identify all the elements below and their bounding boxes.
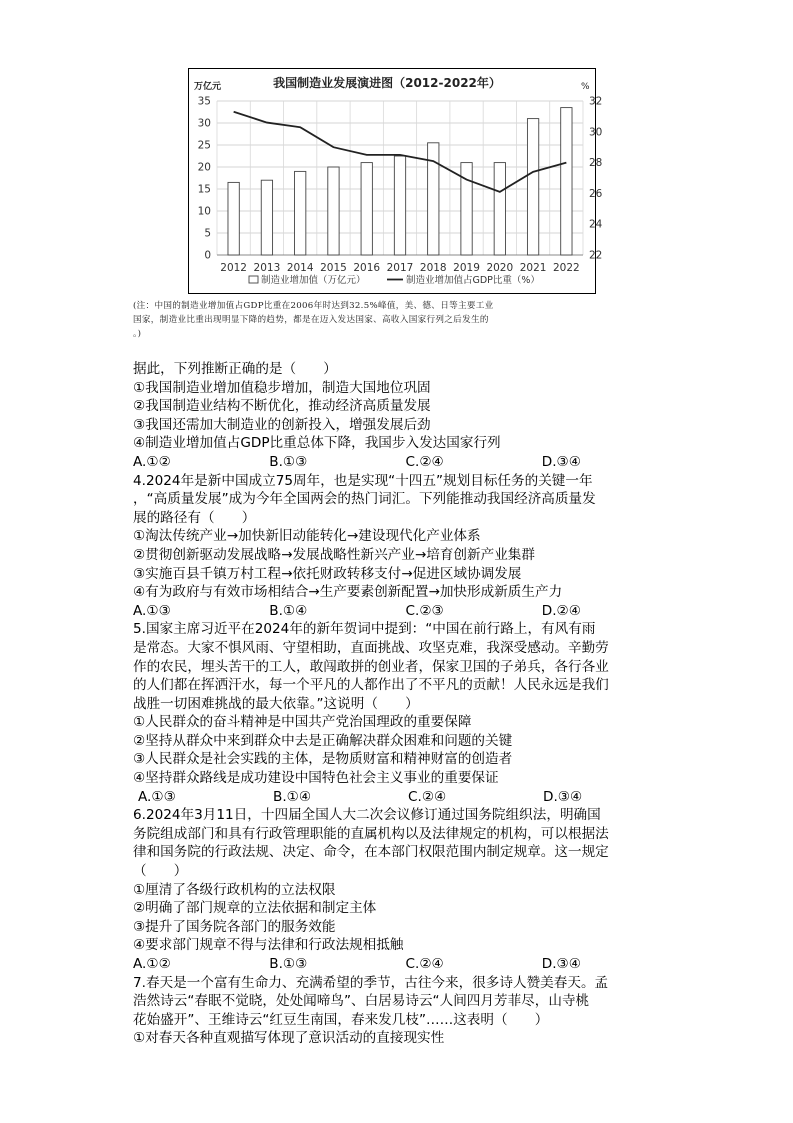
y-left-tick-label: 5 xyxy=(204,227,211,240)
answer-option[interactable]: B.①④ xyxy=(273,788,312,805)
question-line: ②我国制造业结构不断优化，推动经济高质量发展 xyxy=(133,398,431,415)
question-line: ④有为政府与有效市场相结合→生产要素创新配置→加快形成新质生产力 xyxy=(133,584,563,601)
question-block xyxy=(133,806,678,973)
answer-option[interactable]: B.①④ xyxy=(269,602,308,619)
answer-option[interactable]: A.①② xyxy=(133,956,171,972)
question-line: 浩然诗云“春眠不觉晓，处处闻啼鸟”、白居易诗云“人间四月芳菲尽，山寺桃 xyxy=(133,993,590,1010)
question-line: 战胜一切困难挑战的最大依靠。”这说明（ ） xyxy=(133,695,419,712)
question-block xyxy=(133,620,678,806)
question-line: （ ） xyxy=(133,863,188,880)
question-list xyxy=(133,360,678,1048)
question-line: 律和国务院的行政法规、决定、命令，在本部门权限范围内制定规章。这一规定 xyxy=(133,844,609,861)
question-line: ④制造业增加值占GDP比重总体下降，我国步入发达国家行列 xyxy=(133,435,501,452)
y-left-tick-label: 30 xyxy=(197,117,211,130)
question-block xyxy=(133,974,678,1048)
answer-options xyxy=(133,955,678,974)
y-right-unit: % xyxy=(581,82,590,92)
x-tick-label: 2016 xyxy=(353,262,381,274)
y-right-tick-label: 28 xyxy=(589,157,603,170)
y-right-tick-label: 30 xyxy=(589,126,603,139)
x-tick-label: 2017 xyxy=(386,262,414,274)
y-left-tick-label: 20 xyxy=(197,161,211,174)
question-line: ④坚持群众路线是成功建设中国特色社会主义事业的重要保证 xyxy=(133,770,499,787)
question-line: ③实施百县千镇万村工程→依托财政转移支付→促进区域协调发展 xyxy=(133,565,522,582)
question-line: ④要求部门规章不得与法律和行政法规相抵触 xyxy=(133,937,404,954)
answer-option[interactable]: B.①③ xyxy=(269,453,308,470)
y-left-tick-label: 25 xyxy=(197,139,211,152)
question-line: 4.2024年是新中国成立75周年，也是实现“十四五”规划目标任务的关键一年 xyxy=(133,472,593,489)
question-block xyxy=(133,472,678,621)
y-left-tick-label: 15 xyxy=(197,183,211,196)
bar-manufacturing-value xyxy=(361,163,372,255)
answer-option[interactable]: B.①③ xyxy=(269,956,308,972)
question-block xyxy=(133,360,678,472)
y-left-tick-label: 0 xyxy=(204,249,211,262)
bar-manufacturing-value xyxy=(561,108,572,255)
note-line: 。) xyxy=(133,329,142,339)
question-line: 花始盛开”、王维诗云“红豆生南国，春来发几枝”……这表明（ ） xyxy=(133,1011,549,1028)
y-left-unit: 万亿元 xyxy=(194,82,222,92)
manufacturing-chart xyxy=(189,69,603,293)
question-line: 作的农民，埋头苦干的工人，敢闯敢拼的创业者，保家卫国的子弟兵，各行各业 xyxy=(133,658,609,675)
bar-manufacturing-value xyxy=(228,182,239,255)
answer-option[interactable]: D.③④ xyxy=(541,453,581,470)
note-line: (注：中国的制造业增加值占GDP比重在2006年时达到32.5%峰值，美、德、日等主要工业 xyxy=(133,301,494,311)
x-tick-label: 2019 xyxy=(453,262,480,274)
bar-manufacturing-value xyxy=(494,163,505,255)
bar-manufacturing-value xyxy=(295,171,306,255)
note-line: 国家，制造业比重出现明显下降的趋势，都是在迈入发达国家、高收入国家行列之后发生的 xyxy=(133,315,489,325)
y-left-tick-label: 35 xyxy=(197,95,211,108)
x-tick-label: 2013 xyxy=(253,262,281,274)
x-tick-label: 2015 xyxy=(320,262,347,274)
question-line: 务院组成部门和具有行政管理职能的直属机构以及法律规定的机构，可以根据法 xyxy=(133,825,609,842)
y-right-tick-label: 24 xyxy=(589,218,603,231)
chart-frame xyxy=(188,68,603,294)
answer-option[interactable]: C.②④ xyxy=(405,453,444,470)
x-tick-label: 2018 xyxy=(419,262,447,274)
chart-note xyxy=(133,299,673,341)
question-line: ③提升了国务院各部门的服务效能 xyxy=(133,918,336,935)
question-line: ③我国还需加大制造业的创新投入，增强发展后劲 xyxy=(133,416,431,433)
question-line: 6.2024年3月11日，十四届全国人大二次会议修订通过国务院组织法，明确国 xyxy=(133,807,601,824)
answer-option[interactable]: D.②④ xyxy=(541,602,581,619)
question-line: ①淘汰传统产业→加快新旧动能转化→建设现代化产业体系 xyxy=(133,528,481,545)
question-line: ①我国制造业增加值稳步增加，制造大国地位巩固 xyxy=(133,379,431,396)
chart-title: 我国制造业发展演进图（2012-2022年） xyxy=(273,76,501,90)
question-line: ③人民群众是社会实践的主体，是物质财富和精神财富的创造者 xyxy=(133,751,513,768)
x-tick-label: 2014 xyxy=(286,262,314,274)
bar-manufacturing-value xyxy=(328,167,339,255)
question-line: 5.国家主席习近平在2024年的新年贺词中提到：“中国在前行路上，有风有雨 xyxy=(133,621,596,638)
answer-option[interactable]: D.③④ xyxy=(543,788,583,805)
question-line: 据此，下列推断正确的是（ ） xyxy=(133,361,337,377)
question-line: 是常态。大家不惧风雨、守望相助，直面挑战、攻坚克难，我深受感动。辛勤劳 xyxy=(133,639,609,656)
y-right-tick-label: 32 xyxy=(589,95,603,108)
question-line: ②明确了部门规章的立法依据和制定主体 xyxy=(133,900,377,917)
question-line: ①厘清了各级行政机构的立法权限 xyxy=(133,881,336,898)
y-right-tick-label: 22 xyxy=(589,249,603,262)
answer-options xyxy=(133,788,678,807)
question-line: ②坚持从群众中来到群众中去是正确解决群众困难和问题的关键 xyxy=(133,732,513,749)
legend-label-line: 制造业增加值占GDP比重（%） xyxy=(406,275,540,286)
x-tick-label: 2020 xyxy=(486,262,514,274)
answer-option[interactable]: A.①② xyxy=(133,453,171,470)
answer-option[interactable]: C.②④ xyxy=(408,788,447,805)
x-tick-label: 2022 xyxy=(552,262,580,274)
question-line: 的人们都在挥洒汗水，每一个平凡的人都作出了不平凡的贡献！人民永远是我们 xyxy=(133,677,609,694)
legend-label-bar: 制造业增加值（万亿元） xyxy=(261,275,366,286)
bar-manufacturing-value xyxy=(261,180,272,255)
question-line: 展的路径有（ ） xyxy=(133,509,256,526)
answer-option[interactable]: C.②③ xyxy=(405,602,444,619)
answer-options xyxy=(133,602,678,621)
question-line: ①对春天各种直观描写体现了意识活动的直接现实性 xyxy=(133,1030,445,1047)
bar-manufacturing-value xyxy=(527,119,538,255)
question-line: ②贯彻创新驱动发展战略→发展战略性新兴产业→培育创新产业集群 xyxy=(133,546,535,563)
legend-swatch-bar xyxy=(249,276,258,283)
x-tick-label: 2021 xyxy=(519,262,547,274)
y-right-tick-label: 26 xyxy=(589,187,603,200)
x-tick-label: 2012 xyxy=(220,262,248,274)
answer-options xyxy=(133,453,678,472)
answer-option[interactable]: C.②④ xyxy=(405,956,444,972)
bar-manufacturing-value xyxy=(394,156,405,255)
answer-option[interactable]: A.①③ xyxy=(133,602,171,619)
answer-option[interactable]: A.①③ xyxy=(138,788,176,805)
question-line: ①人民群众的奋斗精神是中国共产党治国理政的重要保障 xyxy=(133,714,472,731)
question-line: ，“高质量发展”成为今年全国两会的热门词汇。下列能推动我国经济高质量发 xyxy=(133,491,596,508)
answer-option[interactable]: D.③④ xyxy=(541,956,581,972)
y-left-tick-label: 10 xyxy=(197,205,211,218)
question-line: 7.春天是一个富有生命力、充满希望的季节，古往今来，很多诗人赞美春天。孟 xyxy=(133,974,609,991)
